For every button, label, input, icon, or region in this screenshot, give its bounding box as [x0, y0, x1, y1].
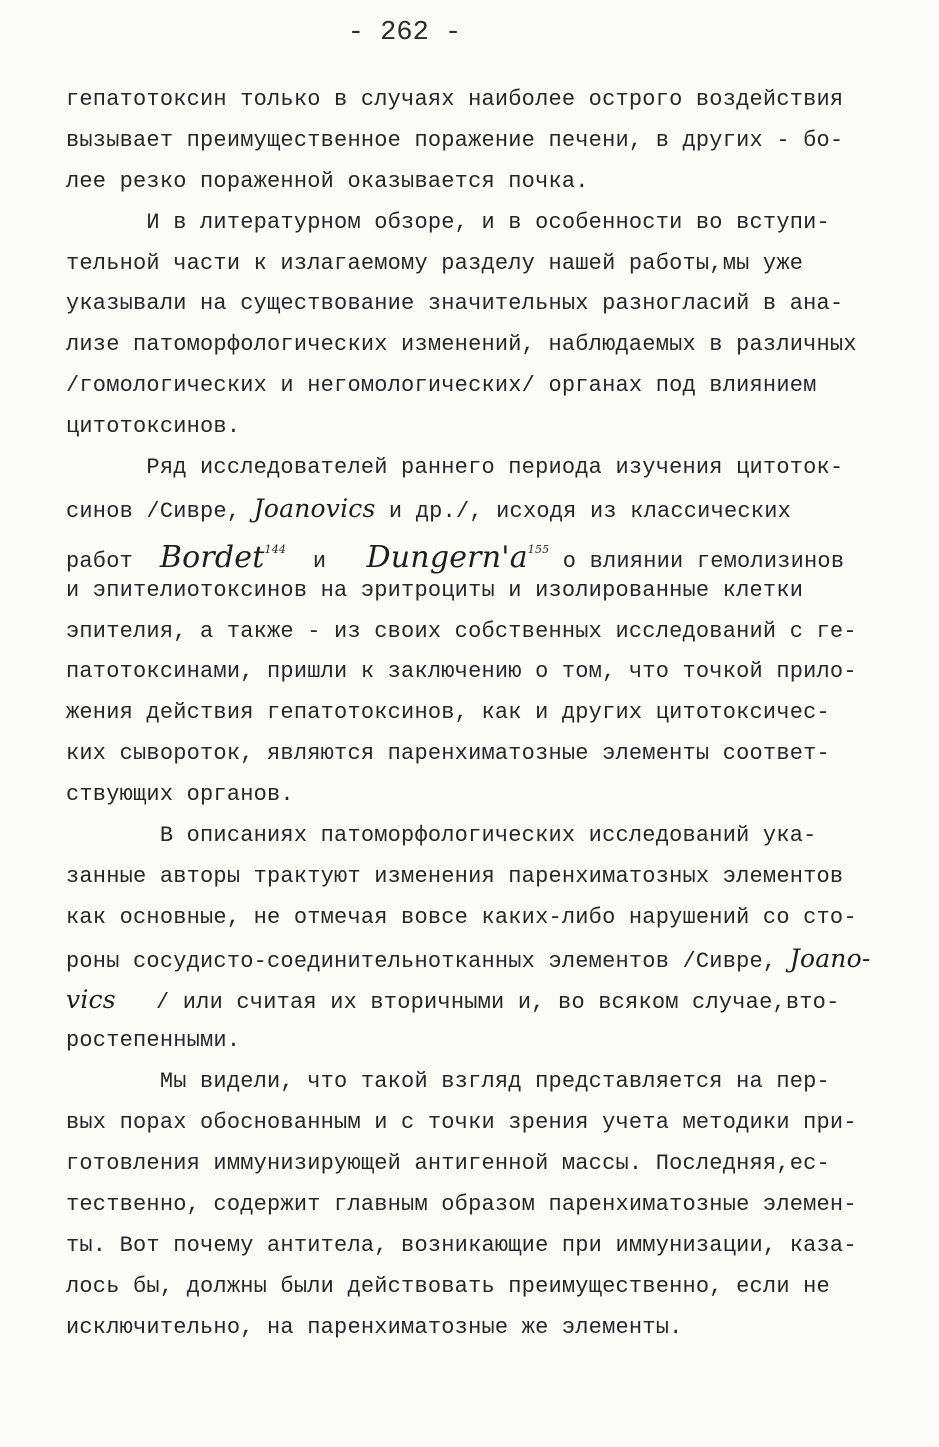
- text-line: В описаниях патоморфологических исследований ука-: [66, 823, 817, 848]
- handwritten-name: vics: [66, 985, 116, 1014]
- text-line: готовления иммунизирующей антигенной массы. Последняя,ес-: [66, 1151, 830, 1176]
- line-text: и др./, исходя из классических: [375, 499, 791, 524]
- text-line: Ряд исследователей раннего периода изучения цитоток-: [66, 455, 844, 480]
- line-text: работ: [66, 549, 160, 574]
- handwritten-name: Dungern'a: [366, 540, 528, 575]
- text-line: Мы видели, что такой взгляд представляется на пер-: [66, 1069, 830, 1094]
- text-line: ты. Вот почему антитела, возникающие при иммунизации, каза-: [66, 1233, 857, 1258]
- handwritten-name: Joano-: [789, 944, 871, 973]
- line-text: и: [286, 549, 367, 574]
- text-line: и эпителиотоксинов на эритроциты и изолированные клетки: [66, 578, 804, 603]
- text-line: патотоксинами, пришли к заключению о том, что точкой прило-: [66, 659, 857, 684]
- text-line: лось бы, должны были действовать преимущественно, если не: [66, 1274, 830, 1299]
- text-line: вызывает преимущественное поражение печени, в других - бо-: [66, 128, 844, 153]
- text-line: ствующих органов.: [66, 782, 294, 807]
- text-line: ких сывороток, являются паренхиматозные элементы соответ-: [66, 741, 830, 766]
- text-line: исключительно, на паренхиматозные же элементы.: [66, 1315, 683, 1340]
- text-line: И в литературном обзоре, и в особенности во вступи-: [66, 210, 830, 235]
- text-line: цитотоксинов.: [66, 414, 241, 439]
- page-number: - 262 -: [347, 18, 462, 48]
- text-line: /гомологических и негомологических/ органах под влиянием: [66, 373, 817, 398]
- text-line: тельной части к излагаемому разделу нашей работы,мы уже: [66, 251, 804, 276]
- text-line-with-handwriting: [66, 944, 871, 977]
- line-text: о влиянии гемолизинов: [549, 549, 845, 574]
- text-line: жения действия гепатотоксинов, как и других цитотоксичес-: [66, 700, 830, 725]
- text-line: гепатотоксин только в случаях наиболее острого воздействия: [66, 87, 844, 112]
- line-text: синов /Сивре,: [66, 499, 254, 524]
- line-text: роны сосудисто-соединительнотканных элементов /Сивре,: [66, 949, 790, 974]
- text-line: эпителия, а также - из своих собственных исследований с ге-: [66, 619, 857, 644]
- line-text: / или считая их вторичными и, во всяком случае,вто-: [115, 990, 840, 1015]
- text-line: вых порах обоснованным и с точки зрения учета методики при-: [66, 1110, 857, 1135]
- text-line: лизе патоморфологических изменений, наблюдаемых в различных: [66, 332, 857, 357]
- handwritten-name: Joanovics: [253, 494, 376, 523]
- reference-number: 144: [264, 543, 287, 556]
- reference-number: 155: [527, 543, 550, 556]
- text-line: указывали на существование значительных разногласий в ана-: [66, 291, 844, 316]
- text-line: занные авторы трактуют изменения паренхиматозных элементов: [66, 864, 844, 889]
- text-line: ростепенными.: [66, 1028, 241, 1053]
- text-line: лее резко пораженной оказывается почка.: [66, 169, 589, 194]
- text-line-with-handwriting: [66, 985, 839, 1018]
- text-line-with-handwriting: [66, 494, 791, 527]
- handwritten-name: Bordet: [159, 540, 265, 575]
- text-line: тественно, содержит главным образом паренхиматозные элемен-: [66, 1192, 857, 1217]
- text-line: как основные, не отмечая вовсе каких-либо нарушений со сто-: [66, 905, 857, 930]
- text-line-with-handwriting: [66, 535, 844, 577]
